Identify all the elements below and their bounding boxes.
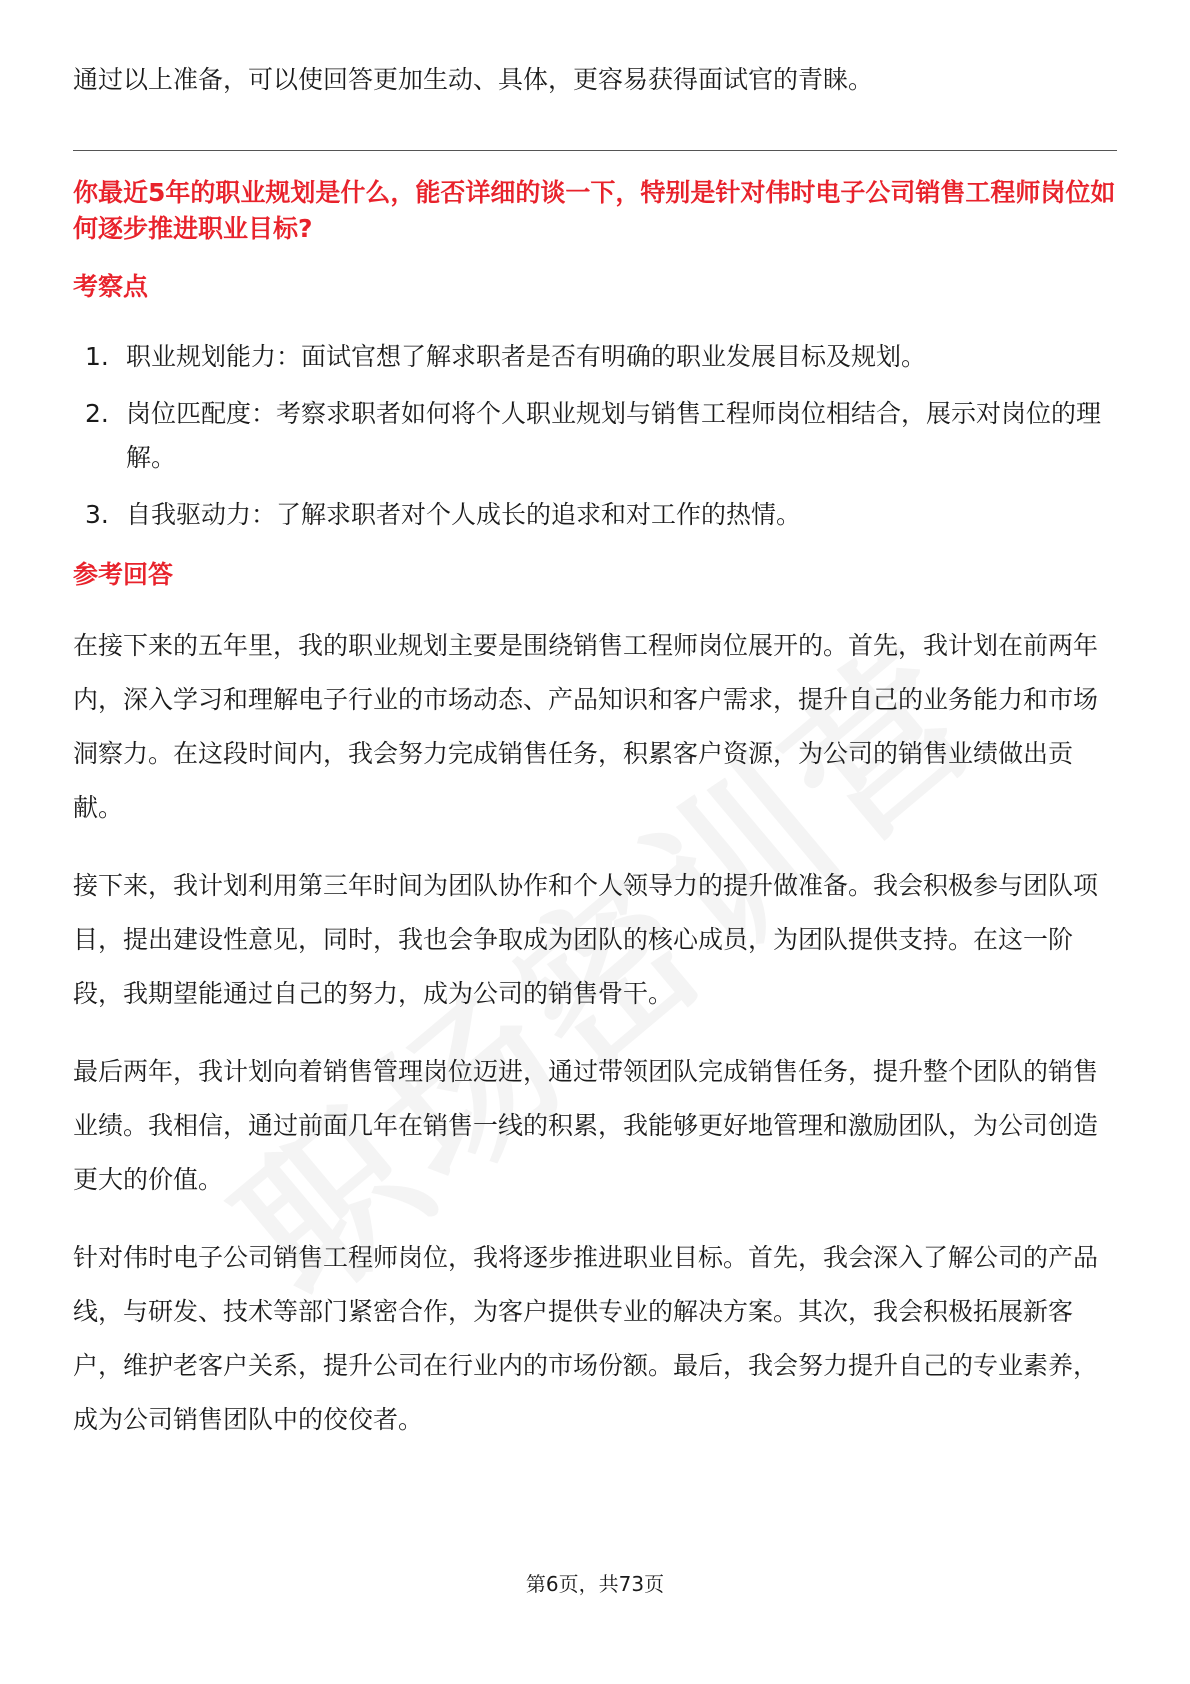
assessment-point — [73, 335, 1117, 379]
page-content — [73, 58, 1117, 1447]
reference-answer-heading: 参考回答 — [73, 560, 174, 589]
assessment-points — [73, 335, 1117, 537]
assessment-point — [73, 392, 1117, 480]
page-number: 第6页，共73页 — [525, 1572, 665, 1596]
answer-paragraph: 最后两年，我计划向着销售管理岗位迈进，通过带领团队完成销售任务，提升整个团队的销售业绩。我相信，通过前面几年在销售一线的积累，我能够更好地管理和激励团队，为公司创造更大的价值。 — [73, 1057, 1099, 1194]
point-text: 岗位匹配度：考察求职者如何将个人职业规划与销售工程师岗位相结合，展示对岗位的理解。 — [126, 399, 1102, 472]
point-number: 2. — [85, 399, 109, 428]
reference-answer — [73, 619, 1117, 1447]
answer-paragraph: 针对伟时电子公司销售工程师岗位，我将逐步推进职业目标。首先，我会深入了解公司的产品线，与研发、技术等部门紧密合作，为客户提供专业的解决方案。其次，我会积极拓展新客户，维护老客户关系，提升公司在行业内的市场份额。最后，我会努力提升自己的专业素养，成为公司销售团队中的佼佼者。 — [73, 1243, 1099, 1434]
point-number: 1. — [85, 342, 109, 371]
assessment-heading: 考察点 — [73, 272, 149, 301]
assessment-point — [73, 493, 1117, 537]
interview-question: 你最近5年的职业规划是什么，能否详细的谈一下，特别是针对伟时电子公司销售工程师岗位如何逐步推进职业目标? — [73, 178, 1116, 243]
intro-paragraph: 通过以上准备，可以使回答更加生动、具体，更容易获得面试官的青睐。 — [73, 65, 874, 94]
point-text: 职业规划能力：面试官想了解求职者是否有明确的职业发展目标及规划。 — [126, 342, 927, 371]
answer-paragraph: 接下来，我计划利用第三年时间为团队协作和个人领导力的提升做准备。我会积极参与团队项目，提出建设性意见，同时，我也会争取成为团队的核心成员，为团队提供支持。在这一阶段，我期望能通过自己的努力，成为公司的销售骨干。 — [73, 871, 1099, 1008]
point-number: 3. — [85, 500, 109, 529]
answer-paragraph: 在接下来的五年里，我的职业规划主要是围绕销售工程师岗位展开的。首先，我计划在前两年内，深入学习和理解电子行业的市场动态、产品知识和客户需求，提升自己的业务能力和市场洞察力。在这段时间内，我会努力完成销售任务，积累客户资源，为公司的销售业绩做出贡献。 — [73, 631, 1099, 822]
point-text: 自我驱动力：了解求职者对个人成长的追求和对工作的热情。 — [126, 500, 802, 529]
section-divider — [73, 150, 1117, 151]
